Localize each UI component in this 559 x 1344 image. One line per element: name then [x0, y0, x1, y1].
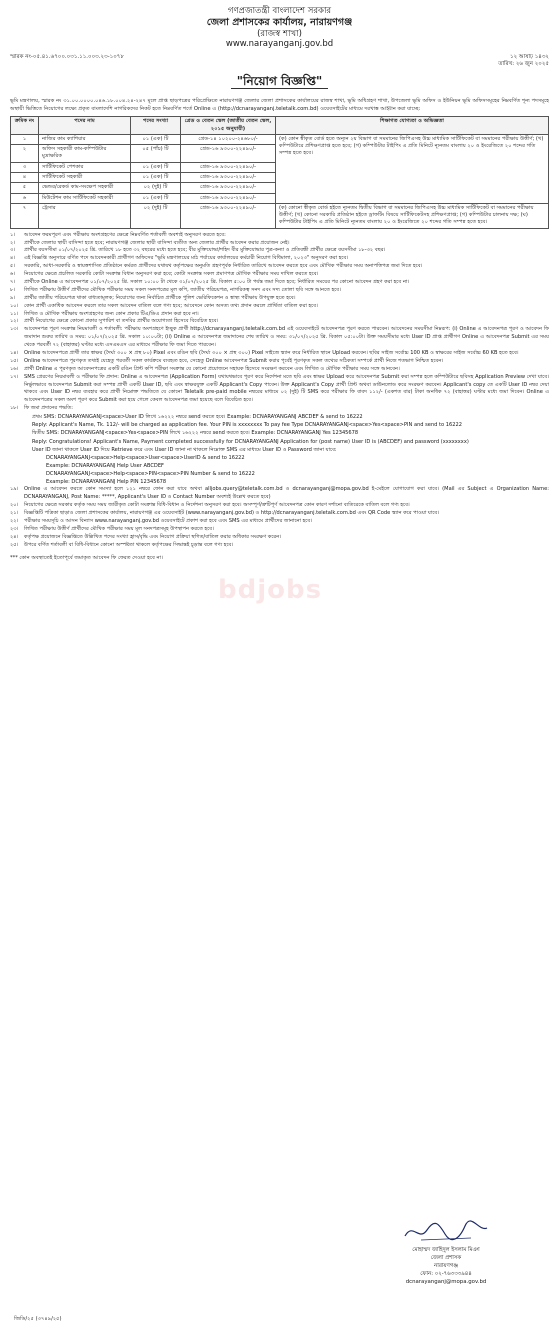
signatory-title: জেলা প্রশাসক — [430, 1255, 462, 1262]
cell-no: ৫ — [11, 183, 39, 193]
list-item — [10, 526, 549, 534]
item-number: ১৫। — [10, 357, 19, 364]
item-number: ১৮। — [10, 405, 19, 412]
item-text: লিখিত ও মৌখিক পরীক্ষায় অংশগ্রহণের জন্য কোন প্রকার টিএ/ডিএ প্রদান করা হবে না। — [24, 310, 199, 317]
col-header: ক্রমিক নং — [11, 117, 39, 135]
col-header: গ্রেড ও বেতন স্কেল (জাতীয় বেতন স্কেল, ২০১৫ অনুযায়ী) — [181, 117, 276, 135]
list-item — [10, 518, 549, 526]
item-number: ১৯। — [10, 486, 19, 493]
cell-grade: গ্রেড-১৬ ৯৩০০-২২৪৯০/- — [181, 203, 276, 228]
item-text: প্রার্থী Online এ পূরণকৃত আবেদনপত্রের একটি রঙিন প্রিন্ট কপি পরীক্ষা সংক্রান্ত যে কোনো প্রয়োজনে সহায়ক হিসেবে সংরক্ষণ করবেন এবং লিখিত ও মৌখিক পরীক্ষার সময় সঙ্গে আনবেন। — [24, 365, 400, 372]
posts-table — [10, 116, 549, 228]
date-bangla: ১২ আষাঢ় ১৪৩২ — [510, 53, 549, 60]
cell-grade: গ্রেড-১৪ ১০২০০-২৪৬৮০/- — [181, 134, 276, 144]
item-number: ১১। — [10, 310, 19, 317]
item-text: Online আবেদনপত্রে প্রার্থী তার স্বাক্ষর (দৈর্ঘ্য ৩০০ × প্রস্থ ৮০) Pixel এবং রঙিন ছবি (দৈর্ঘ্য ৩০০ × প্রস্থ ৩০০) Pixel সাইজে স্ক্যান করে নির্ধারিত স্থানে Upload করবেন। ছবির সাইজ সর্বোচ্চ 100 KB ও স্বাক্ষরের সাইজ সর্বোচ্চ 60 KB হতে হবে। — [24, 349, 519, 356]
item-number: ১৭। — [10, 373, 19, 380]
signatory-name: মোহাম্মদ জাহিদুল ইসলাম মিঞা — [412, 1247, 480, 1253]
cell-no: ৪ — [11, 172, 39, 182]
list-item — [10, 542, 549, 550]
sms-second: দ্বিতীয় SMS: DCNARAYANGANJ<space>Yes<space>PIN লিখে ১৬২২২ নম্বরে send করতে হবে। Example: DCNARAYANGANJ Yes 12345678 — [32, 430, 359, 437]
date-english: ২৬ জুন ২০২৫ — [515, 61, 549, 68]
list-item — [10, 232, 549, 240]
letterhead — [10, 6, 549, 50]
cell-no: ৬ — [11, 193, 39, 203]
list-item — [10, 326, 549, 350]
list-item — [10, 263, 549, 271]
conditions-list — [10, 232, 549, 562]
signature-block — [371, 1218, 521, 1287]
cell-qualification: (ক) কোন স্বীকৃত বোর্ড হতে অন্যূন ২য় বিভাগ বা সমমানের জিপিএসহ উচ্চ মাধ্যমিক সার্টিফিকেট বা সমমানের পরীক্ষায় উত্তীর্ণ; (খ) কম্পিউটারে প্রশিক্ষণপ্রাপ্ত হতে হবে; (গ) কম্পিউটার টাইপিং এ প্রতি মিনিটে ন্যূনতম বাংলায় ২০ ও ইংরেজিতে ২০ শব্দের গতি সম্পন্ন হতে হবে। — [276, 134, 549, 203]
cell-count: ০১ (এক) টি — [131, 134, 181, 144]
list-item — [10, 405, 549, 413]
cell-grade: গ্রেড-১৬ ৯৩০০-২২৪৯০/- — [181, 172, 276, 182]
cell-count: ০৫ (পাঁচ) টি — [131, 145, 181, 163]
item-text: সরকারি, আধা-সরকারি ও স্বায়ত্তশাসিত প্রতিষ্ঠানে কর্মরত প্রার্থীদের যথাযথ কর্তৃপক্ষের অনুমতি গ্রহণপূর্বক নির্ধারিত তারিখে আবেদন করতে হবে এবং মৌখিক পরীক্ষার সময় অনাপত্তিপত্র জমা দিতে হবে। — [24, 263, 423, 270]
memo-number: স্মারক নং-০৫.৪১.৬৭০০.০৩১.১১.০০৩.২৩-১০৭৮ — [10, 53, 124, 60]
item-number: ১৪। — [10, 349, 19, 356]
cell-qualification: (ক) কোনো স্বীকৃত বোর্ড হইতে ন্যূনতম দ্বিতীয় বিভাগ বা সমমানের জিপিএসহ উচ্চ মাধ্যমিক সার্টিফিকেট বা সমমানের পরীক্ষায় উত্তীর্ণ; (খ) কোনো সরকারি প্রতিষ্ঠান হইতে ড্রাফটিং বিষয়ে সার্টিফিকেটসহ প্রশিক্ষণপ্রাপ্ত; (গ) কম্পিউটার চালনায় দক্ষ; (ঘ) কম্পিউটার টাইপিং এ প্রতি মিনিটে ন্যূনতম বাংলায় ২০ ও ইংরেজিতে ২০ শব্দের গতি সম্পন্ন হতে হবে। — [276, 203, 549, 228]
date-label: তারিখ: — [498, 61, 515, 68]
list-item — [10, 510, 549, 518]
item-number: ৫। — [10, 263, 16, 270]
sms-reply-1: Reply: Applicant's Name, Tk. 112/- will be charged as application fee. Your PIN is xxxxxxxx To pay fee Type DCNARAYANGANJ<space>Yes<space>PIN and send to 16222 — [32, 422, 462, 429]
cell-post: ভেন্ডর/রেকর্ড কাম-সংক্ষেপ সহকারী — [39, 183, 131, 193]
cell-post: ট্রেসার — [39, 203, 131, 228]
signature-icon — [401, 1218, 491, 1244]
item-number: ২৪। — [10, 533, 19, 540]
item-number: ২৩। — [10, 525, 19, 532]
watermark: bdjobs — [218, 575, 323, 605]
item-text: প্রার্থীর বয়সসীমা ০১/০৭/২০২৫ খ্রি. তারিখে ১৮ হতে ৩২ বছরের মধ্যে হতে হবে; বীর মুক্তিযোদ্ধা/শহিদ বীর মুক্তিযোদ্ধার পুত্র-কন্যা ও প্রতিবন্ধী প্রার্থীর ক্ষেত্রে বয়সসীমা ১৮-৩২ বছর। — [24, 247, 386, 254]
col-header: পদের সংখ্যা — [131, 117, 181, 135]
list-item — [10, 374, 549, 406]
item-text: প্রার্থীর জাতীয় পরিচয়পত্র থাকা বাধ্যতামূলক; নিয়োগের জন্য নির্বাচিত প্রার্থীকে পুলিশ ভেরিফিকেশন ও স্বাস্থ্য পরীক্ষায় উপযুক্ত হতে হবে। — [24, 294, 296, 301]
sms-reply-2: Reply: Congratulations! Applicant's Name, Payment completed successfully for DCNARAYANGANJ Application for (post name) User ID is (ABCDEF) and password (xxxxxxxx) — [32, 438, 469, 445]
item-number: ৩। — [10, 247, 16, 254]
item-text: Online আবেদনপত্রে পূরণকৃত তথ্যই যেহেতু পরবর্তী সকল কার্যক্রমে ব্যবহৃত হবে, সেহেতু Online আবেদনপত্র Submit করার পূর্বেই পূরণকৃত সকল তথ্যের সঠিকতা সম্পর্কে প্রার্থী নিজে শতভাগ নিশ্চিত হবেন। — [24, 357, 444, 364]
signatory-phone: ফোন: ০২-৭৬৩৩৩৯৪৪ — [420, 1271, 472, 1278]
gd-code: জিডি/২৫ (৩৭৪৯/২৫) — [14, 1316, 62, 1322]
table-row — [11, 134, 549, 144]
cell-no: ১ — [11, 134, 39, 144]
cell-post: সার্টিফিকেট সহকারী — [39, 172, 131, 182]
item-text: কোন প্রার্থী একাধিক আবেদন করলে তার সকল আবেদন বাতিল বলে গণ্য হবে; আবেদনে কোন অসত্য তথ্য প্রদান করলে প্রার্থিতা বাতিল করা হবে। — [24, 302, 318, 309]
signatory-office: নারায়ণগঞ্জ — [434, 1263, 458, 1270]
cell-grade: গ্রেড-১৬ ৯৩০০-২২৪৯০/- — [181, 145, 276, 163]
col-header: পদের নাম — [39, 117, 131, 135]
item-number: ১৩। — [10, 326, 19, 333]
office-name: জেলা প্রশাসকের কার্যালয়, নারায়ণগঞ্জ — [206, 16, 353, 28]
sms-instructions — [32, 413, 549, 486]
cell-grade: গ্রেড-১৬ ৯৩০০-২২৪৯০/- — [181, 193, 276, 203]
item-text: প্রার্থীকে জেলার স্থায়ী বাসিন্দা হতে হবে; নারায়ণগঞ্জ জেলার স্থায়ী বাসিন্দা ব্যতীত অন্য জেলার প্রার্থীর আবেদন করার প্রয়োজন নেই। — [24, 239, 290, 246]
footnote: *** কোন অবস্থাতেই ইতোপূর্বে জমাকৃত আবেদন ফি ফেরত দেওয়া হবে না। — [10, 554, 163, 561]
reference-row — [10, 54, 549, 69]
signatory-email: dcnarayanganj@mopa.gov.bd — [405, 1279, 487, 1286]
list-item — [10, 366, 549, 374]
cell-post: সার্টিফিকেট পেশকার — [39, 162, 131, 172]
item-number: ১২। — [10, 318, 19, 325]
item-number: ১০। — [10, 302, 19, 309]
item-number: ৭। — [10, 278, 16, 285]
list-item — [10, 295, 549, 303]
item-number: ২৫। — [10, 541, 19, 548]
item-text: উপরে বর্ণিত শর্তাবলী বা বিধি-বিধানে কোনো অস্পষ্টতা থাকলে কর্তৃপক্ষের সিদ্ধান্তই চূড়ান্ত বলে গণ্য হবে। — [24, 541, 234, 548]
sms-help-user-example: Example: DCNARAYANGANJ Help User ABCDEF — [46, 462, 164, 469]
notice-title — [10, 73, 549, 93]
intro-paragraph: ভূমি মন্ত্রণালয়, স্মারক নং ৩১.০০.০০০০.০৪৬.১৮.০০৪.২৪-২৪৭ মূলে প্রাপ্ত ছাড়পত্রের পরিপ্রেক্ষিতে নারায়ণগঞ্জ জেলার জেলা প্রশাসকের কার্যালয়ের রাজস্ব শাখা, ভূমি অধিগ্রহণ শাখা, উপজেলা ভূমি অফিস ও ইউনিয়ন ভূমি অফিসসমূহের নিম্নবর্ণিত শূন্য পদসমূহে অস্থায়ী ভিত্তিতে নিয়োগের লক্ষ্যে প্রকৃত বাংলাদেশি নাগরিকদের নিকট হতে নিম্নবর্ণিত শর্তে Online এ (http://dcnarayanganj.teletalk.com.bd) ওয়েবসাইটের মাধ্যমে দরখাস্ত আহ্বান করা যাচ্ছে: — [10, 98, 549, 113]
sms-first: প্রথম SMS: DCNARAYANGANJ<space>User ID লিখে ১৬২২২ নম্বরে send করতে হবে। Example: DCNARAYANGANJ ABCDEF & send to 16222 — [32, 414, 363, 421]
sms-lost-id: User ID জানা থাকলে User ID দিয়ে Retrieve করে এবং User ID জানা না থাকলে নিম্নোক্ত SMS এর মাধ্যমে User ID ও Password জানা যাবে: — [32, 446, 337, 453]
section-name: (রাজস্ব শাখা) — [257, 28, 302, 39]
item-text: লিখিত পরীক্ষায় উত্তীর্ণ প্রার্থীদের মৌখিক পরীক্ষার সময় মূল সনদপত্রসমূহ উপস্থাপন করতে হবে। — [24, 525, 214, 532]
sms-help-pin-example: Example: DCNARAYANGANJ Help PIN 12345678 — [46, 479, 167, 486]
item-text: নিয়োগের ক্ষেত্রে প্রচলিত সরকারি কোটা সংক্রান্ত বিধান অনুসরণ করা হবে; কোটা সংক্রান্ত সকল প্রমাণপত্র মৌখিক পরীক্ষার সময় দাখিল করতে হবে। — [24, 271, 319, 278]
cell-count: ০১ (এক) টি — [131, 193, 181, 203]
item-text: পরীক্ষার সময়সূচি ও আসন বিন্যাস www.narayanganj.gov.bd ওয়েবসাইটে প্রকাশ করা হবে এবং SMS এর মাধ্যমে প্রার্থীদের জানানো হবে। — [24, 517, 313, 524]
list-item — [10, 303, 549, 311]
item-text: আবেদনপত্র পূরণ সংক্রান্ত নিয়মাবলী ও শর্তাবলী: পরীক্ষায় অংশগ্রহণে ইচ্ছুক প্রার্থী http://dcnarayanganj.teletalk.com.bd এই ওয়েবসাইটে আবেদনপত্র পূরণ করতে পারবেন। আবেদনের সময়সীমা নিম্নরূপ: (i) Online এ আবেদনপত্র পূরণ ও আবেদন ফি জমাদান শুরুর তারিখ ও সময়: ০১/০৭/২০২৫ খ্রি. সকাল ১০:০০টা; (ii) Online এ আবেদনপত্র জমাদানের শেষ তারিখ ও সময়: ৩১/০৭/২০২৫ খ্রি. বিকাল ০৫:০০টা। উক্ত সময়সীমার মধ্যে User ID প্রাপ্ত প্রার্থীগণ Online এ আবেদনপত্র Submit এর সময় থেকে পরবর্তী ৭২ (বাহাত্তর) ঘণ্টার মধ্যে এসএমএস এর মাধ্যমে পরীক্ষার ফি জমা দিতে পারবেন। — [24, 326, 549, 349]
list-item — [10, 271, 549, 279]
item-text: প্রার্থীকে Online এ আবেদনপত্র ০১/০৭/২০২৫ খ্রি. সকাল ১০:০০ টা থেকে ৩১/০৭/২০২৫ খ্রি. বিকাল ৫:০০ টা পর্যন্ত জমা দিতে হবে; নির্ধারিত সময়ের পর কোনো আবেদন গ্রহণ করা হবে না। — [24, 278, 410, 285]
table-row — [11, 203, 549, 228]
item-text: লিখিত পরীক্ষায় উত্তীর্ণ প্রার্থীদের মৌখিক পরীক্ষার সময় সকল সনদপত্রের মূল কপি, জাতীয় পরিচয়পত্র, নাগরিকত্ব সনদ এবং সদ্য তোলা ছবি সঙ্গে আনতে হবে। — [24, 286, 341, 293]
item-number: ১। — [10, 231, 16, 238]
sms-help-pin: DCNARAYANGANJ<space>Help<space>PIN<space>PIN Number & send to 16222 — [46, 471, 255, 478]
list-item — [10, 358, 549, 366]
website: www.narayanganj.gov.bd — [225, 39, 334, 50]
cell-count: ০২ (দুই) টি — [131, 183, 181, 193]
item-text: আবেদন ফরমপূরণ এবং পরীক্ষায় অংশগ্রহণের ক্ষেত্রে নিম্নবর্ণিত শর্তাবলী অবশ্যই অনুসরণ করতে হবে: — [24, 231, 226, 238]
item-text: কর্তৃপক্ষ প্রয়োজনে বিজ্ঞপ্তিতে উল্লিখিত পদের সংখ্যা হ্রাস/বৃদ্ধি এবং নিয়োগ প্রক্রিয়া স্থগিত/বাতিল করার অধিকার সংরক্ষণ করেন। — [24, 533, 282, 540]
list-item — [10, 486, 549, 502]
sms-help-user: DCNARAYANGANJ<space>Help<space>User<space>UserID & send to 16222 — [46, 454, 245, 461]
cell-post: মিউটেশন কাম সার্টিফিকেট সহকারী — [39, 193, 131, 203]
cell-post: নাজির কাম ক্যাশিয়ার — [39, 134, 131, 144]
item-text: SMS প্রেরণের নিয়মাবলী ও পরীক্ষার ফি প্রদান: Online এ আবেদনপত্র (Application Form) যথাযথভাবে পূরণ করে নির্দেশনা মতে ছবি এবং স্বাক্ষর Upload করে আবেদনপত্র Submit করা সম্পন্ন হলে কম্পিউটারে ছবিসহ Application Preview দেখা যাবে। নির্ভুলভাবে আবেদনপত্র Submit করা সম্পন্ন প্রার্থী একটি User ID, ছবি এবং স্বাক্ষরযুক্ত একটি Applicant's Copy পাবেন। উক্ত Applicant's Copy প্রার্থী প্রিন্ট অথবা ডাউনলোড করে সংরক্ষণ করবেন। Applicant's copy তে একটি User ID নম্বর দেয়া থাকবে এবং User ID নম্বর ব্যবহার করে প্রার্থী নিম্নোক্ত পদ্ধতিতে যে কোনো Teletalk pre-paid mobile নম্বরের মাধ্যমে ০২ (দুই) টি SMS করে পরীক্ষার ফি বাবদ ১১২/- (একশত বার) টাকা অনধিক ৭২ (বাহাত্তর) ঘণ্টার মধ্যে জমা দিবেন। Online এ আবেদনপত্রের সকল অংশ পূরণ করে Submit করা হয়ে গেলে কেবল আবেদনপত্র জমা হয়েছে বলে বিবেচিত হবে। — [24, 373, 549, 404]
list-item — [10, 350, 549, 358]
item-number: ২। — [10, 239, 16, 246]
list-item — [10, 255, 549, 263]
item-number: ৯। — [10, 294, 16, 301]
item-number: ৬। — [10, 271, 16, 278]
cell-count: ০২ (দুই) টি — [131, 203, 181, 228]
date-block — [498, 54, 549, 69]
item-text: নিয়োগের ক্ষেত্রে সরকার কর্তৃক সময় সময় জারীকৃত কোটা সংক্রান্ত বিধি-বিধান ও নির্দেশনা অনুসরণ করা হবে। অসম্পূর্ণ/ত্রুটিপূর্ণ আবেদনপত্র কোন কারণ দর্শানো ব্যতিরেকে বাতিল বলে গণ্য হবে। — [24, 502, 410, 509]
item-text: এই বিজ্ঞপ্তি অনুসারে বর্ণিত পদে আবেদনকারী প্রার্থীগণ অফিসের "ভূমি মন্ত্রণালয়ের মাঠ পর্যায়ের কার্যালয়ের কর্মচারী নিয়োগ বিধিমালা, ২০২৩" অনুসরণ করা হবে। — [24, 255, 349, 262]
list-item — [10, 279, 549, 287]
col-header: শিক্ষাগত যোগ্যতা ও অভিজ্ঞতা — [276, 117, 549, 135]
cell-no: ২ — [11, 145, 39, 163]
item-number: ৪। — [10, 255, 16, 262]
cell-grade: গ্রেড-১৬ ৯৩০০-২২৪৯০/- — [181, 162, 276, 172]
item-number: ১৬। — [10, 365, 19, 372]
cell-no: ৩ — [11, 162, 39, 172]
list-item — [10, 534, 549, 542]
govt-name: গণপ্রজাতন্ত্রী বাংলাদেশ সরকার — [227, 6, 332, 16]
item-number: ২১। — [10, 510, 19, 517]
list-item — [10, 287, 549, 295]
item-text: ফি জমা প্রদানের পদ্ধতি: — [24, 405, 73, 412]
item-text: Online এ আবেদন করতে কোন সমস্যা হলে ১২১ নম্বরে ফোন করা যাবে অথবা alljobs.query@teletalk.com.bd ও dcnarayanganj@mopa.gov.bd ই-মেইলে যোগাযোগ করা যাবে। (Mail এর Subject এ Organization Name: DCNARAYANGANJ, Post Name: *****, Applicant's User ID ও Contact Number অবশ্যই উল্লেখ করতে হবে) — [24, 486, 549, 501]
list-item — [10, 502, 549, 510]
cell-grade: গ্রেড-১৬ ৯৩০০-২২৪৯০/- — [181, 183, 276, 193]
item-number: ৮। — [10, 286, 16, 293]
item-text: প্রার্থী নিয়োগের ক্ষেত্রে কোনো প্রকার সুপারিশ বা তদবির প্রার্থীর অযোগ্যতা হিসেবে বিবেচিত হবে। — [24, 318, 219, 325]
cell-count: ০১ (এক) টি — [131, 172, 181, 182]
table-header-row — [11, 117, 549, 135]
item-number: ২০। — [10, 502, 19, 509]
cell-count: ০১ (এক) টি — [131, 162, 181, 172]
cell-post: অফিস সহকারী কাম-কম্পিউটার মুদ্রাক্ষরিক — [39, 145, 131, 163]
notice-title-text: "নিয়োগ বিজ্ঞপ্তি" — [231, 74, 328, 89]
cell-no: ৭ — [11, 203, 39, 228]
item-number: ২২। — [10, 517, 19, 524]
item-text: বিজ্ঞপ্তিটি পত্রিকা ছাড়াও জেলা প্রশাসকের কার্যালয়, নারায়ণগঞ্জ এর ওয়েবসাইট (www.narayanganj.gov.bd) ও http://dcnarayanganj.teletalk.com.bd এবং QR Code স্ক্যান করে পাওয়া যাবে। — [24, 510, 440, 517]
